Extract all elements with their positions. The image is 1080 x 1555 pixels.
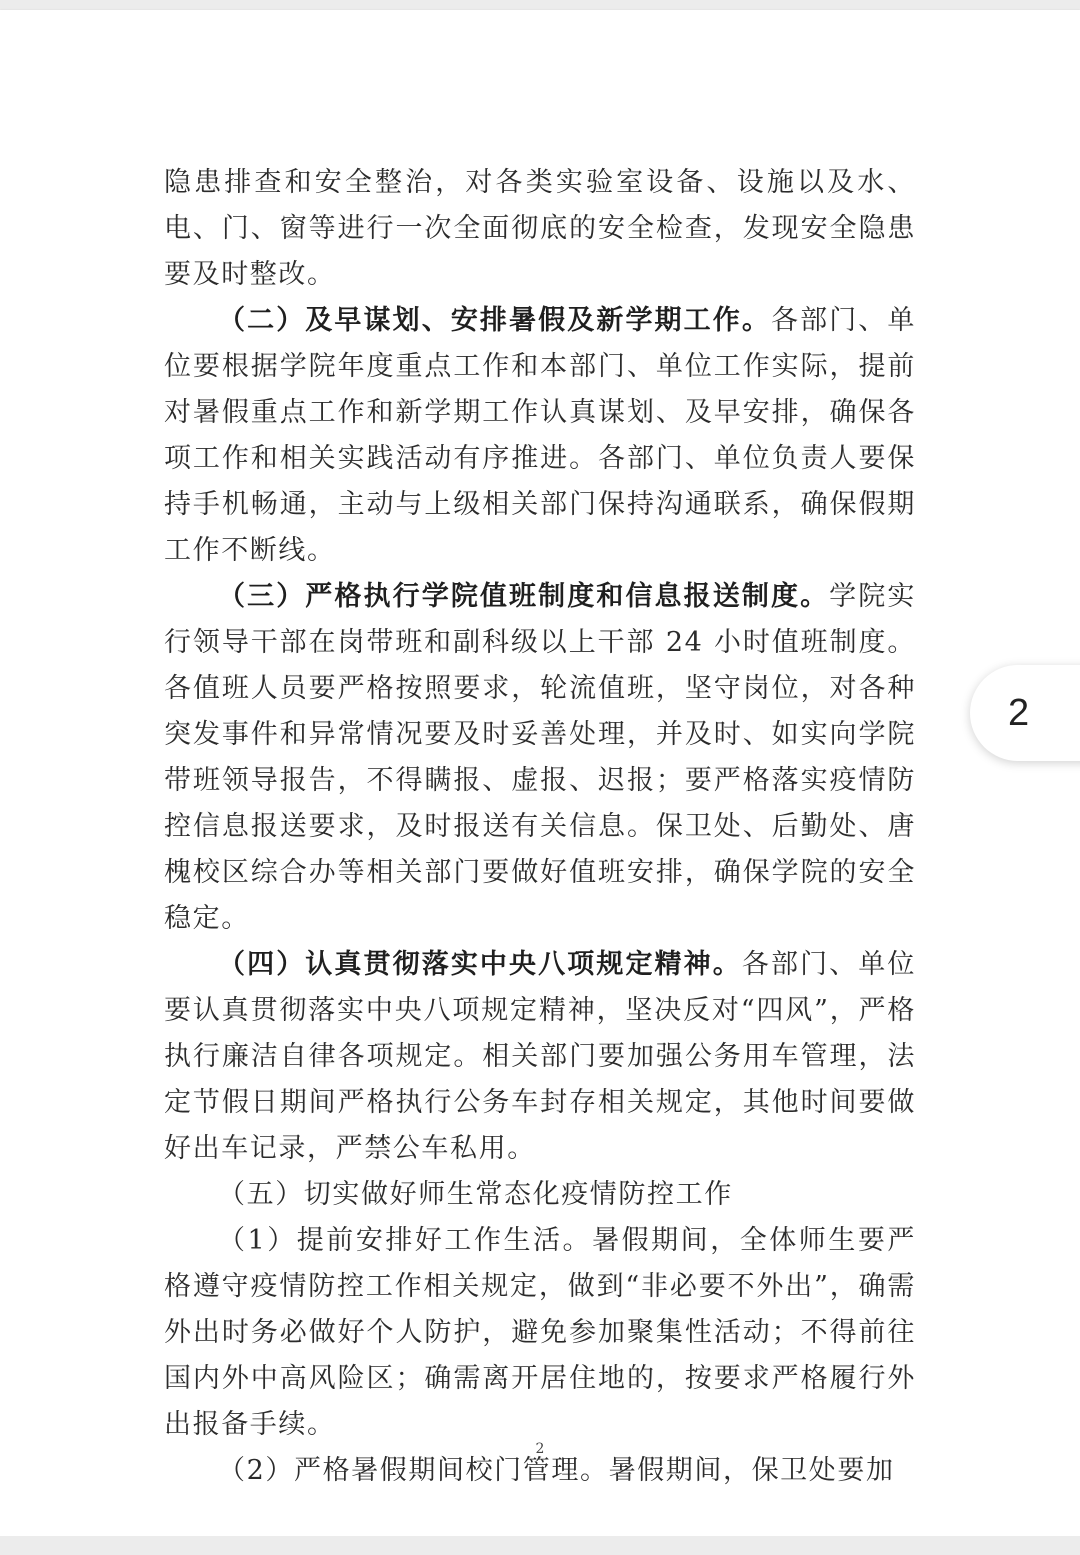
paragraph-5 [164,1172,916,1218]
paragraph-4-text: 各部门、单位要认真贯彻落实中央八项规定精神，坚决反对“四风”，严格执行廉洁自律各项规定。相关部门要加强公务用车管理，法定节假日期间严格执行公务车封存相关规定，其他时间要做好出车记录，严禁公车私用。 [164,949,916,1164]
paragraph-1-text: 隐患排查和安全整治，对各类实验室设备、设施以及水、电、门、窗等进行一次全面彻底的安全检查，发现安全隐患要及时整改。 [164,167,916,290]
paragraph-1 [164,160,916,298]
viewer-bottom-gutter [0,1536,1080,1555]
paragraph-2-heading: （二）及早谋划、安排暑假及新学期工作。 [218,305,771,336]
paragraph-4-heading: （四）认真贯彻落实中央八项规定精神。 [218,949,742,980]
page-indicator-number: 2 [1008,691,1030,734]
paragraph-6 [164,1218,916,1448]
footer-page-number: 2 [535,1441,545,1457]
paragraph-3-text: 学院实行领导干部在岗带班和副科级以上干部 24 小时值班制度。各值班人员要严格按照要求，轮流值班，坚守岗位，对各种突发事件和异常情况要及时妥善处理，并及时、如实向学院带班领导报告，不得瞒报、虚报、迟报；要严格落实疫情防控信息报送要求，及时报送有关信息。保卫处、后勤处、唐槐校区综合办等相关部门要做好值班安排，确保学院的安全稳定。 [164,581,916,934]
paragraph-5-text: （五）切实做好师生常态化疫情防控工作 [218,1179,733,1210]
paragraph-3 [164,574,916,942]
paragraph-6-text: （1）提前安排好工作生活。暑假期间，全体师生要严格遵守疫情防控工作相关规定，做到“非必要不外出”，确需外出时务必做好个人防护，避免参加聚集性活动；不得前往国内外中高风险区；确需离开居住地的，按要求严格履行外出报备手续。 [164,1225,916,1440]
page-content [164,160,916,1494]
paragraph-2 [164,298,916,574]
paragraph-7-text: （2）严格暑假期间校门管理。暑假期间，保卫处要加 [218,1455,895,1486]
paragraph-3-heading: （三）严格执行学院值班制度和信息报送制度。 [218,581,830,612]
paragraph-2-text: 各部门、单位要根据学院年度重点工作和本部门、单位工作实际，提前对暑假重点工作和新学期工作认真谋划、及早安排，确保各项工作和相关实践活动有序推进。各部门、单位负责人要保持手机畅通，主动与上级相关部门保持沟通联系，确保假期工作不断线。 [164,305,917,566]
page-indicator-badge[interactable] [970,665,1080,761]
document-page [0,10,1080,1536]
paragraph-4 [164,942,916,1172]
